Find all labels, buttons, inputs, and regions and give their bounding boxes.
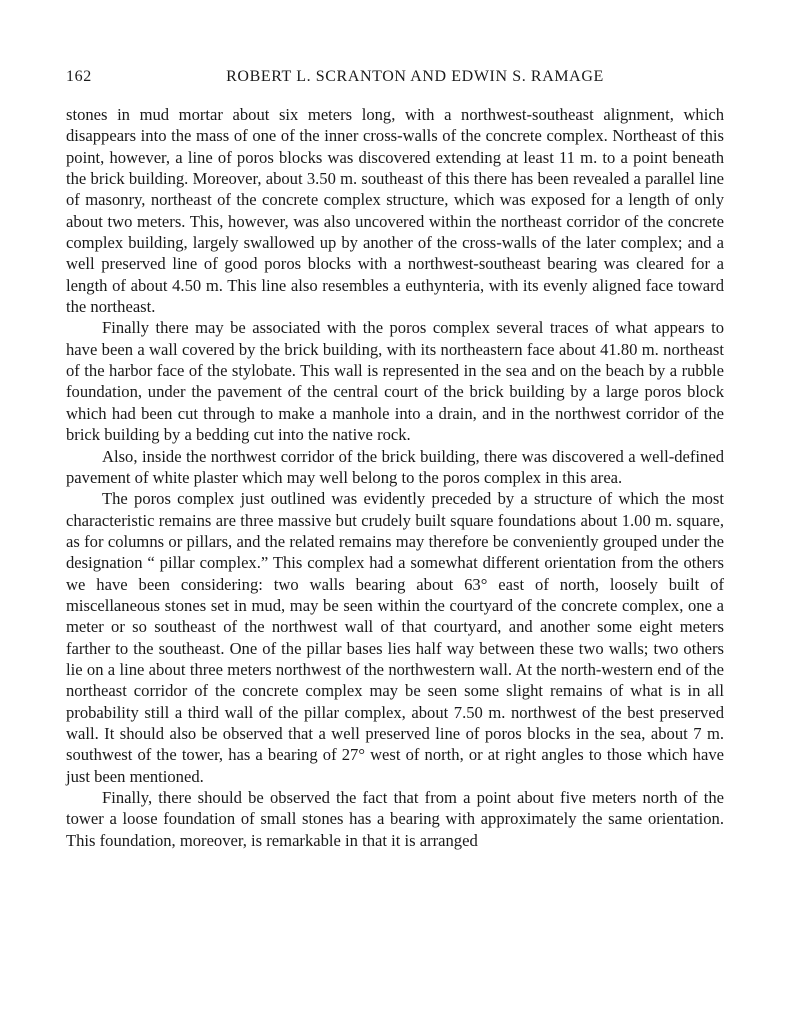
paragraph-3: Also, inside the northwest corridor of the brick building, there was discovered a well-defined pavement of white plaster which may well belong to the poros complex in this area. (66, 446, 724, 487)
paragraph-5: Finally, there should be observed the fact that from a point about five meters north of the tower a loose foundation of small stones has a bearing with approximately the same orientation. This foundation, moreover, is remarkable in that it is arranged (66, 788, 724, 850)
page-number: 162 (66, 68, 92, 85)
page (66, 68, 724, 851)
body-text (66, 104, 724, 851)
paragraph-4: The poros complex just outlined was evidently preceded by a structure of which the most characteristic remains are three massive but crudely built square foundations about 1.00 m. square, as for columns or pillars, and the related remains may therefore be conveniently grouped under the designation “ pillar complex.” This complex had a somewhat different orientation from the others we have been considering: two walls bearing about 63° east of north, loosely built of miscellaneous stones set in mud, may be seen within the courtyard of the concrete complex, one a meter or so southeast of the northwest wall of that courtyard, and another some eight meters farther to the southeast. One of the pillar bases lies half way between these two walls; two others lie on a line about three meters northwest of the northwestern wall. At the north-western end of the northeast corridor of the concrete complex may be seen some slight remains of what is in all probability still a third wall of the pillar complex, about 7.50 m. northwest of the best preserved wall. It should also be observed that a well preserved line of poros blocks in the sea, about 7 m. southwest of the tower, has a bearing of 27° west of north, or at right angles to those which have just been mentioned. (66, 489, 724, 786)
paragraph-1: stones in mud mortar about six meters long, with a northwest-southeast alignment, which disappears into the mass of one of the inner cross-walls of the concrete complex. Northeast of this point, however, a line of poros blocks was discovered extending at least 11 m. to a point beneath the brick building. Moreover, about 3.50 m. southeast of this there has been revealed a parallel line of masonry, northeast of the concrete complex structure, which was exposed for a length of only about two meters. This, however, was also uncovered within the northeast corridor of the concrete complex building, largely swallowed up by another of the cross-walls of the later complex; and a well preserved line of good poros blocks with a northwest-southeast bearing was cleared for a length of about 4.50 m. This line also resembles a euthynteria, with its evenly aligned face toward the northeast. (66, 105, 724, 317)
running-head-authors: ROBERT L. SCRANTON AND EDWIN S. RAMAGE (226, 68, 604, 85)
paragraph-2: Finally there may be associated with the poros complex several traces of what appears to have been a wall covered by the brick building, with its northeastern face about 41.80 m. northeast of the harbor face of the stylobate. This wall is represented in the sea and on the beach by a rubble foundation, under the pavement of the central court of the brick building by a large poros block which had been cut through to make a manhole into a drain, and in the northwest corridor of the brick building by a bedding cut into the native rock. (66, 318, 724, 445)
running-head (66, 68, 724, 90)
